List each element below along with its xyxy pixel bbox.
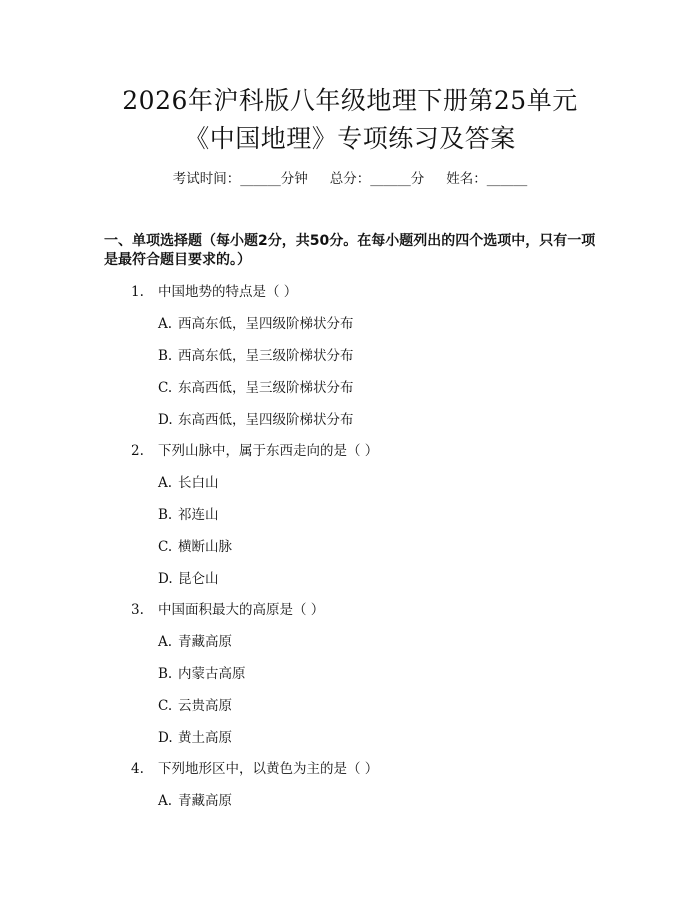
option-text: 青藏高原 [178,634,232,650]
option-2a [158,473,219,493]
option-3b [158,664,246,684]
option-text: 西高东低，呈三级阶梯状分布 [178,348,354,364]
question-text: 下列山脉中，属于东西走向的是（ ） [158,443,379,459]
option-3c [158,696,232,716]
option-letter: A. [158,793,173,809]
option-1b [158,346,354,366]
question-text: 中国地势的特点是（ ） [158,284,298,300]
option-letter: B. [158,348,173,364]
option-text: 黄土高原 [178,730,232,746]
score-unit: 分 [410,171,425,187]
question-text: 下列地形区中，以黄色为主的是（ ） [158,761,379,777]
option-3a [158,632,232,652]
option-text: 内蒙古高原 [178,666,246,682]
option-text: 祁连山 [178,507,219,523]
option-letter: A. [158,475,173,491]
option-letter: C. [158,539,173,555]
time-blank: ______ [240,171,281,187]
option-letter: A. [158,316,173,332]
option-letter: A. [158,634,173,650]
option-text: 东高西低，呈四级阶梯状分布 [178,412,354,428]
option-1c [158,378,354,398]
option-2c [158,537,232,557]
question-1 [131,282,297,302]
exam-info-line [0,169,700,189]
option-letter: B. [158,666,173,682]
option-letter: B. [158,507,173,523]
question-4 [131,759,378,779]
option-letter: D. [158,730,173,746]
score-label: 总分： [329,171,371,187]
question-text: 中国面积最大的高原是（ ） [158,602,325,618]
option-1d [158,410,354,430]
option-3d [158,728,232,748]
option-letter: C. [158,380,173,396]
time-label: 考试时间： [172,171,241,187]
option-letter: C. [158,698,173,714]
option-letter: D. [158,571,173,587]
option-text: 昆仑山 [178,571,219,587]
score-blank: ______ [370,171,411,187]
question-2 [131,441,378,461]
question-number: 3. [131,602,144,618]
question-number: 2. [131,443,144,459]
name-label: 姓名： [446,171,487,187]
option-text: 西高东低，呈四级阶梯状分布 [178,316,354,332]
section-heading-line2: 是最符合题目要求的。） [104,252,251,268]
question-number: 4. [131,761,144,777]
section-heading-line1: 一、单项选择题（每小题2分，共50分。在每小题列出的四个选项中，只有一项 [104,233,596,249]
document-title-line2: 《中国地理》专项练习及答案 [184,124,516,153]
option-4a [158,791,232,811]
question-number: 1. [131,284,144,300]
option-text: 长白山 [178,475,219,491]
time-unit: 分钟 [280,171,308,187]
option-2d [158,569,219,589]
option-2b [158,505,219,525]
document-title-line1: 2026年沪科版八年级地理下册第25单元 [122,86,578,115]
option-text: 横断山脉 [178,539,232,555]
option-text: 青藏高原 [178,793,232,809]
option-text: 云贵高原 [178,698,232,714]
option-letter: D. [158,412,173,428]
question-3 [131,600,324,620]
name-blank: ______ [486,171,528,187]
option-1a [158,314,354,334]
option-text: 东高西低，呈三级阶梯状分布 [178,380,354,396]
